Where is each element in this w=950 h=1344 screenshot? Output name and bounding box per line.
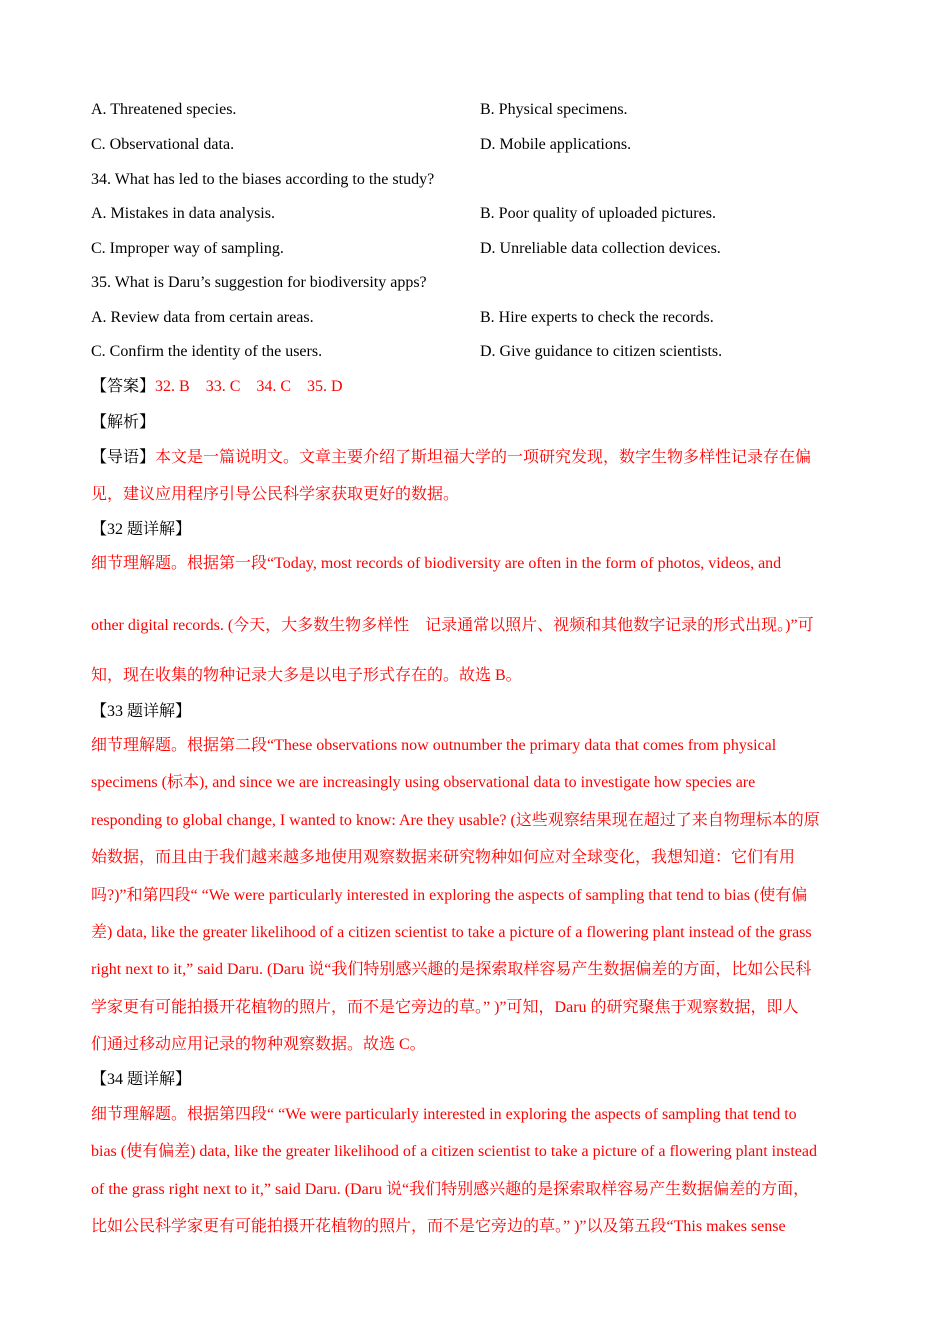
q35-option-b: B. Hire experts to check the records. bbox=[480, 309, 714, 326]
detail-33-line: 差) data, like the greater likelihood of a citizen scientist to take a picture of a flowering plant instead of the grass bbox=[91, 924, 812, 941]
detail-33-line: 们通过移动应用记录的物种观察数据。故选 C。 bbox=[91, 1036, 426, 1053]
detail-33-line: right next to it,” said Daru. (Daru 说“我们特别感兴趣的是探索取样容易产生数据偏差的方面，比如公民科 bbox=[91, 961, 812, 978]
detail-33-label: 【33 题详解】 bbox=[91, 703, 192, 720]
detail-34-line: 比如公民科学家更有可能拍摄开花植物的照片，而不是它旁边的草。” )”以及第五段“This makes sense bbox=[91, 1218, 786, 1235]
detail-34-line: 细节理解题。根据第四段“ “We were particularly interested in exploring the aspects of sampling that tend to bbox=[91, 1106, 797, 1123]
detail-33-line: responding to global change, I wanted to know: Are they usable? (这些观察结果现在超过了来自物理标本的原 bbox=[91, 812, 820, 829]
intro-text-1: 本文是一篇说明文。文章主要介绍了斯坦福大学的一项研究发现，数字生物多样性记录存在偏 bbox=[155, 449, 812, 466]
detail-33-line: 吗?)”和第四段“ “We were particularly interested in exploring the aspects of sampling that tend to bias (使有偏 bbox=[91, 887, 808, 904]
q35-option-a: A. Review data from certain areas. bbox=[91, 309, 314, 326]
q34-option-a: A. Mistakes in data analysis. bbox=[91, 205, 275, 222]
detail-32-label: 【32 题详解】 bbox=[91, 521, 192, 538]
intro-line-1 bbox=[91, 448, 811, 468]
q34-option-d: D. Unreliable data collection devices. bbox=[480, 240, 721, 257]
detail-34-line: bias (使有偏差) data, like the greater likelihood of a citizen scientist to take a picture of a flowering plant instead bbox=[91, 1143, 817, 1160]
option-a: A. Threatened species. bbox=[91, 101, 237, 118]
detail-32-line: other digital records. (今天，大多数生物多样性 记录通常以照片、视频和其他数字记录的形式出现。)”可 bbox=[91, 617, 814, 634]
detail-33-line: 细节理解题。根据第二段“These observations now outnumber the primary data that comes from physical bbox=[91, 737, 777, 754]
question-34: 34. What has led to the biases according to the study? bbox=[91, 171, 435, 188]
detail-33-line: 学家更有可能拍摄开花植物的照片，而不是它旁边的草。” )”可知，Daru 的研究聚焦于观察数据，即人 bbox=[91, 999, 799, 1016]
detail-32-line: 细节理解题。根据第一段“Today, most records of biodiversity are often in the form of photos, videos, and bbox=[91, 555, 782, 572]
detail-34-line: of the grass right next to it,” said Daru. (Daru 说“我们特别感兴趣的是探索取样容易产生数据偏差的方面， bbox=[91, 1181, 810, 1198]
detail-33-line: specimens (标本), and since we are increasingly using observational data to investigate how species are bbox=[91, 774, 756, 791]
answer-label: 【答案】 bbox=[91, 378, 156, 395]
answer-text: 32. B 33. C 34. C 35. D bbox=[155, 378, 343, 395]
detail-34-label: 【34 题详解】 bbox=[91, 1071, 192, 1088]
analysis-label: 【解析】 bbox=[91, 414, 156, 431]
option-d: D. Mobile applications. bbox=[480, 136, 632, 153]
option-b: B. Physical specimens. bbox=[480, 101, 628, 118]
intro-line-2: 见，建议应用程序引导公民科学家获取更好的数据。 bbox=[91, 486, 460, 503]
detail-32-line: 知，现在收集的物种记录大多是以电子形式存在的。故选 B。 bbox=[91, 667, 522, 684]
detail-33-line: 始数据，而且由于我们越来越多地使用观察数据来研究物种如何应对全球变化，我想知道：它们有用 bbox=[91, 849, 796, 866]
q34-option-c: C. Improper way of sampling. bbox=[91, 240, 284, 257]
intro-label: 【导语】 bbox=[91, 449, 156, 466]
q35-option-d: D. Give guidance to citizen scientists. bbox=[480, 343, 723, 360]
q35-option-c: C. Confirm the identity of the users. bbox=[91, 343, 323, 360]
answer-line bbox=[91, 377, 343, 397]
option-c: C. Observational data. bbox=[91, 136, 235, 153]
question-35: 35. What is Daru’s suggestion for biodiversity apps? bbox=[91, 274, 427, 291]
q34-option-b: B. Poor quality of uploaded pictures. bbox=[480, 205, 716, 222]
